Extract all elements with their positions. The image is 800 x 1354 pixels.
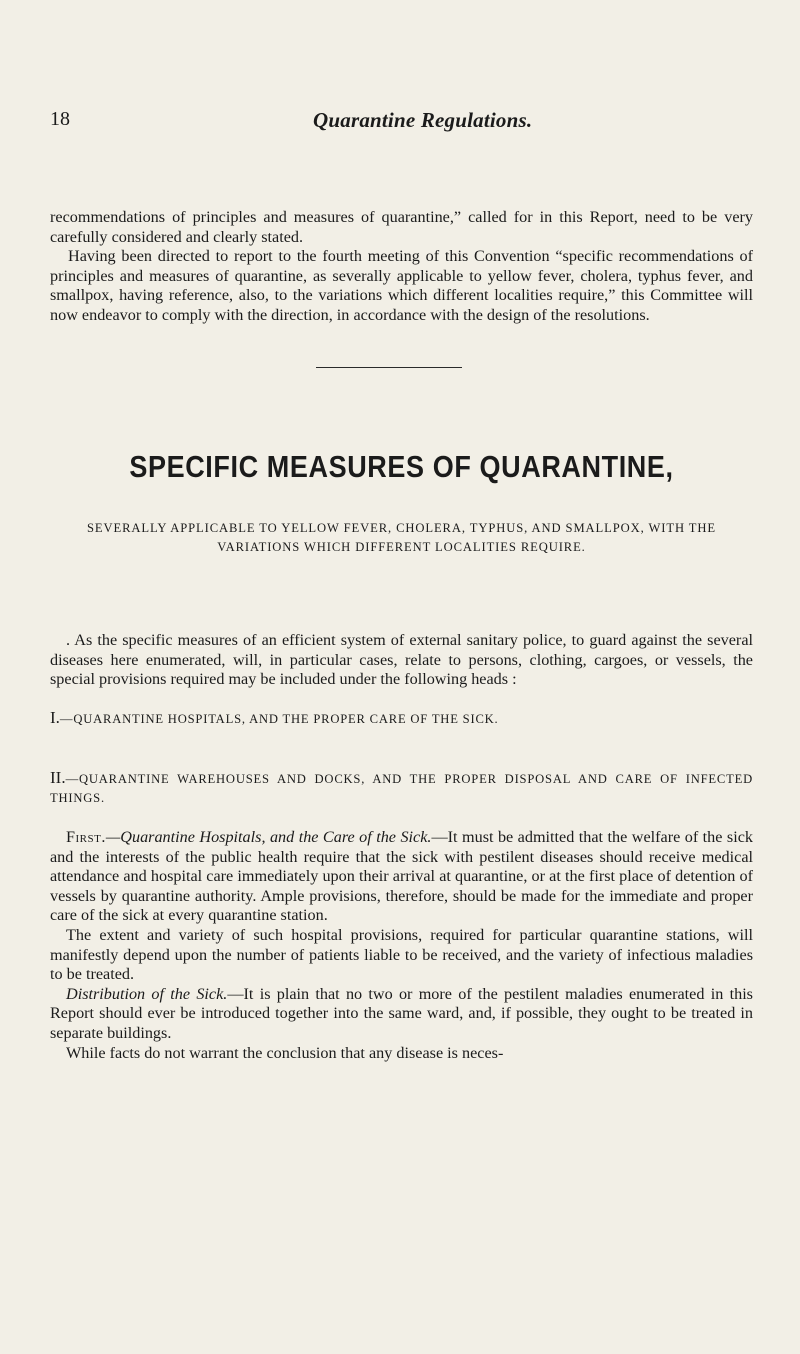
first-label: First. bbox=[66, 828, 106, 846]
head-number: I. bbox=[50, 708, 60, 727]
head-item-1 bbox=[50, 708, 753, 729]
distribution-title: Distribution of the Sick. bbox=[66, 984, 228, 1003]
distribution-paragraph bbox=[50, 985, 753, 1044]
page-header bbox=[50, 108, 750, 134]
hospital-extent-paragraph: The extent and variety of such hospital provisions, required for particular quarantine stations, will manifestly depend upon the number of patients liable to be received, and the variety of infectious maladies to be treated. bbox=[50, 925, 753, 984]
first-title: —Quarantine Hospitals, and the Care of the Sick. bbox=[105, 828, 432, 846]
head-text: —QUARANTINE HOSPITALS, AND THE PROPER CARE OF THE SICK. bbox=[59, 712, 499, 726]
section-title: SPECIFIC MEASURES OF QUARANTINE, bbox=[129, 450, 674, 484]
first-text: —It must be admitted that the welfare of the sick and the interests of the public health require that the sick with pestilent diseases should receive medical attendance and hospital care immediately upon their arrival at quarantine, or at the first place of detention of vessels by quarantine authority. Ample provisions, therefore, should be made for the immediate and proper care of the sick at every quarantine station. bbox=[50, 828, 753, 925]
measures-paragraph bbox=[50, 631, 753, 690]
first-paragraph bbox=[50, 828, 753, 926]
distribution-text: —It is plain that no two or more of the pestilent maladies enumerated in this Report should ever be introduced together into the same ward, and, if possible, they ought to be treated in separate buildings. bbox=[50, 984, 753, 1042]
body-text bbox=[50, 828, 753, 1063]
head-item-2 bbox=[50, 768, 753, 808]
running-title: Quarantine Regulations. bbox=[313, 108, 533, 132]
section-divider bbox=[316, 367, 462, 368]
intro-paragraph: Having been directed to report to the fourth meeting of this Convention “specific recommendations of principles and measures of quarantine, as severally applicable to yellow fever, cholera, typhus fever, and smallpox, having reference, also, to the variations which different localities require,” this Committee will now endeavor to comply with the direction, in accordance with the design of the resolutions. bbox=[50, 247, 753, 324]
head-text: —QUARANTINE WAREHOUSES AND DOCKS, AND THE PROPER DISPOSAL AND CARE OF INFECTED THINGS. bbox=[50, 772, 753, 805]
head-number: II. bbox=[50, 768, 66, 787]
intro-text bbox=[50, 208, 753, 326]
measures-paragraph-text: . As the specific measures of an efficient system of external sanitary police, to guard against the several diseases here enumerated, will, in particular cases, relate to persons, clothing, cargoes, or vessels, the special provisions required may be included under the following heads : bbox=[50, 631, 753, 689]
section-subtitle: SEVERALLY APPLICABLE TO YELLOW FEVER, CHOLERA, TYPHUS, AND SMALLPOX, WITH THE VARIATIONS WHICH DIFFERENT LOCALITIES REQUIRE. bbox=[87, 521, 716, 554]
intro-paragraph-continued: recommendations of principles and measures of quarantine,” called for in this Report, need to be very carefully considered and clearly stated. bbox=[50, 208, 753, 246]
final-paragraph: While facts do not warrant the conclusion that any disease is neces- bbox=[66, 1043, 504, 1062]
page-number: 18 bbox=[50, 108, 70, 130]
